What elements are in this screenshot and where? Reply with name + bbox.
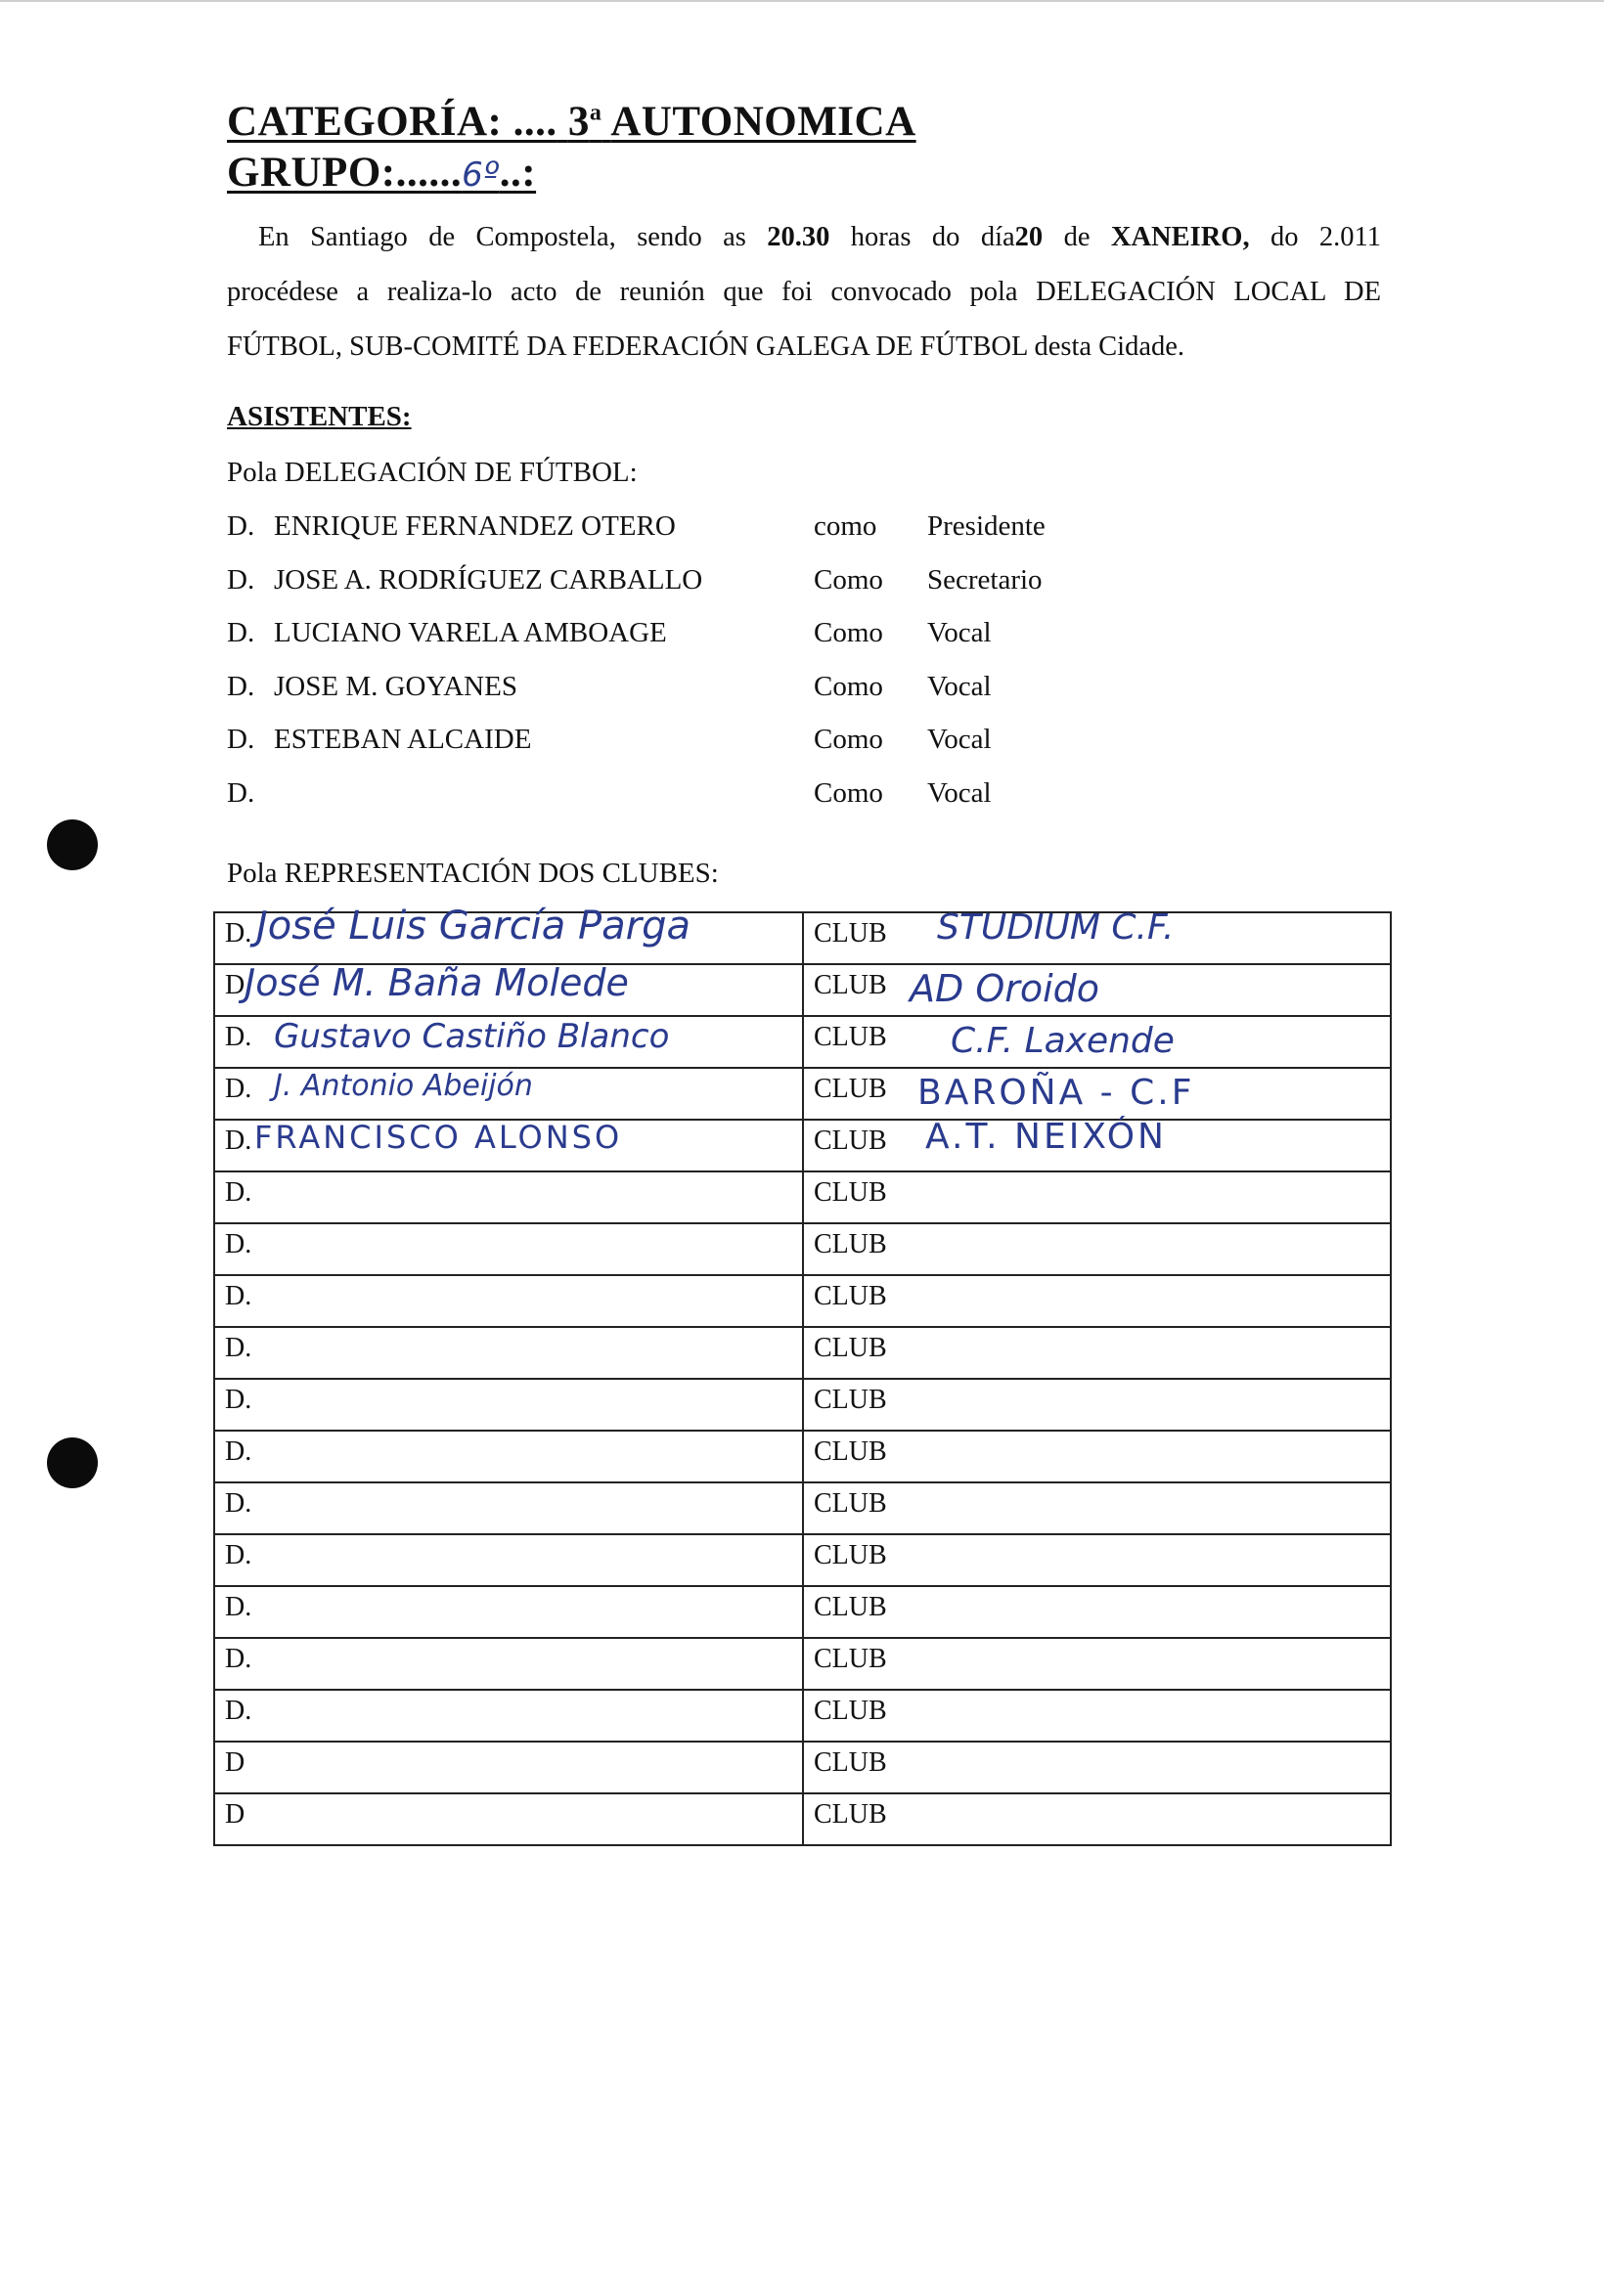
- representative-prefix: D: [225, 1747, 245, 1778]
- representative-cell: [214, 1016, 803, 1068]
- categoria-value: AUTONOMICA: [610, 99, 916, 145]
- member-prefix: D.: [227, 670, 255, 702]
- club-cell: [803, 1223, 1391, 1275]
- club-cell: [803, 1171, 1391, 1223]
- intro-paragraph: [227, 210, 1381, 375]
- representative-signature: José M. Baña Molede: [245, 961, 629, 1004]
- club-name-handwritten: BAROÑA - C.F: [917, 1073, 1195, 1113]
- representative-cell: [214, 1379, 803, 1431]
- member-como: Como: [814, 724, 883, 755]
- member-name: ESTEBAN ALCAIDE: [274, 724, 532, 755]
- club-label: CLUB: [814, 1074, 887, 1104]
- member-prefix: D.: [227, 776, 255, 809]
- representative-cell: [214, 1068, 803, 1120]
- representative-cell: [214, 961, 803, 1016]
- club-label: CLUB: [814, 1177, 887, 1208]
- club-row: [214, 1016, 1391, 1068]
- intro-line-2: procédese a realiza-lo acto de reunión que foi convocado pola DELEGACIÓN LOCAL DE: [227, 277, 1381, 307]
- clubs-attendance-table: [213, 904, 1392, 1846]
- club-row: [214, 1068, 1391, 1120]
- club-cell: [803, 1327, 1391, 1379]
- club-label: CLUB: [814, 1022, 887, 1052]
- representative-signature: Gustavo Castiño Blanco: [274, 1017, 670, 1056]
- representative-cell: [214, 1586, 803, 1638]
- club-cell: [803, 1586, 1391, 1638]
- member-como: Como: [814, 563, 883, 596]
- club-cell: [803, 1068, 1391, 1120]
- representative-prefix: D.: [225, 1592, 252, 1622]
- attendees-title: ASISTENTES:: [227, 401, 412, 432]
- representative-prefix: D.: [225, 1644, 252, 1674]
- club-row: [214, 1223, 1391, 1275]
- representative-cell: [214, 1431, 803, 1482]
- member-como: Como: [814, 776, 883, 809]
- club-label: CLUB: [814, 1540, 887, 1570]
- grupo-label-tail: ..:: [499, 150, 537, 196]
- intro-text-1: En Santiago de Compostela, sendo as: [258, 222, 746, 252]
- page-top-edge: [0, 0, 1604, 2]
- member-name: JOSE A. RODRÍGUEZ CARBALLO: [274, 563, 703, 596]
- member-role: Vocal: [927, 724, 992, 755]
- club-label: CLUB: [814, 970, 887, 1000]
- representative-cell: [214, 1793, 803, 1845]
- club-row: [214, 1120, 1391, 1171]
- intro-text-2: horas do día: [850, 222, 1015, 252]
- club-row: [214, 1638, 1391, 1690]
- club-cell: [803, 964, 1391, 1016]
- member-role: Vocal: [927, 776, 992, 809]
- representative-prefix: D.: [225, 1022, 252, 1052]
- club-cell: [803, 1534, 1391, 1586]
- representative-prefix: D: [225, 1799, 245, 1830]
- member-prefix: D.: [227, 724, 255, 755]
- member-role: Vocal: [927, 617, 992, 648]
- club-cell: [803, 1690, 1391, 1742]
- representative-cell: [214, 1482, 803, 1534]
- representative-cell: [214, 1120, 803, 1171]
- club-label: CLUB: [814, 1229, 887, 1259]
- club-label: CLUB: [814, 1488, 887, 1519]
- representative-cell: [214, 1171, 803, 1223]
- representative-prefix: D.: [225, 1385, 252, 1415]
- representative-prefix: D.: [225, 1074, 252, 1104]
- member-como: como: [814, 510, 877, 542]
- representative-prefix: D.: [225, 1540, 252, 1570]
- club-cell: [803, 1275, 1391, 1327]
- club-row: [214, 1742, 1391, 1793]
- grupo-label: GRUPO:......: [227, 150, 463, 196]
- club-cell: [803, 1431, 1391, 1482]
- club-row: [214, 912, 1391, 964]
- member-prefix: D.: [227, 617, 255, 648]
- punch-hole-upper: [47, 819, 98, 870]
- representative-prefix: D.: [225, 1177, 252, 1208]
- club-name-handwritten: STUDIUM C.F.: [937, 907, 1175, 948]
- club-name-handwritten: AD Oroido: [910, 967, 1100, 1010]
- club-label: CLUB: [814, 1592, 887, 1622]
- club-row: [214, 1482, 1391, 1534]
- club-row: [214, 1275, 1391, 1327]
- member-prefix: D.: [227, 563, 255, 596]
- club-label: CLUB: [814, 1385, 887, 1415]
- representative-prefix: D.: [225, 1488, 252, 1519]
- club-row: [214, 1327, 1391, 1379]
- representative-cell: [214, 1223, 803, 1275]
- club-label: CLUB: [814, 1799, 887, 1830]
- club-row: [214, 1586, 1391, 1638]
- representative-prefix: D.: [225, 1229, 252, 1259]
- club-row: [214, 1793, 1391, 1845]
- representative-prefix: D.: [225, 1281, 252, 1311]
- club-cell: [803, 1482, 1391, 1534]
- categoria-label: CATEGORÍA: ....: [227, 99, 557, 145]
- categoria-heading: [227, 98, 916, 146]
- member-role: Presidente: [927, 510, 1046, 542]
- meeting-month: XANEIRO,: [1110, 222, 1250, 252]
- club-label: CLUB: [814, 918, 887, 949]
- representative-prefix: D.: [225, 1333, 252, 1363]
- member-como: Como: [814, 670, 883, 702]
- representative-signature: José Luis García Parga: [256, 904, 691, 949]
- club-row: [214, 1534, 1391, 1586]
- club-label: CLUB: [814, 1747, 887, 1778]
- representative-signature: J. Antonio Abeijón: [274, 1069, 533, 1103]
- club-row: [214, 1431, 1391, 1482]
- club-cell: [803, 1742, 1391, 1793]
- intro-text-4: do 2.011: [1270, 222, 1381, 252]
- club-cell: [803, 1793, 1391, 1845]
- club-cell: [803, 1117, 1391, 1171]
- club-label: CLUB: [814, 1126, 887, 1156]
- representative-signature: FRANCISCO ALONSO: [254, 1119, 623, 1156]
- club-row: [214, 1171, 1391, 1223]
- club-cell: [803, 1379, 1391, 1431]
- representative-prefix: D.: [225, 918, 252, 949]
- club-name-handwritten: A.T. NEIXÓN: [925, 1117, 1167, 1157]
- clubs-label: Pola REPRESENTACIÓN DOS CLUBES:: [227, 858, 719, 889]
- representative-cell: [214, 1638, 803, 1690]
- representative-prefix: D.: [225, 1126, 252, 1156]
- club-cell: [803, 907, 1391, 964]
- grupo-heading: [227, 149, 536, 197]
- delegation-label: Pola DELEGACIÓN DE FÚTBOL:: [227, 457, 638, 488]
- representative-cell: [214, 904, 803, 964]
- member-prefix: D.: [227, 510, 255, 542]
- representative-cell: [214, 1690, 803, 1742]
- club-cell: [803, 1016, 1391, 1068]
- representative-cell: [214, 1742, 803, 1793]
- intro-text-3: de: [1063, 222, 1091, 252]
- club-label: CLUB: [814, 1436, 887, 1467]
- representative-prefix: D.: [225, 1436, 252, 1467]
- club-cell: [803, 1638, 1391, 1690]
- member-role: Vocal: [927, 670, 992, 702]
- club-label: CLUB: [814, 1696, 887, 1726]
- categoria-ordinal: 3: [567, 99, 590, 145]
- member-role: Secretario: [927, 563, 1043, 596]
- club-label: CLUB: [814, 1644, 887, 1674]
- grupo-value-handwritten: 6º: [462, 155, 500, 195]
- club-row: [214, 1379, 1391, 1431]
- club-row: [214, 1690, 1391, 1742]
- club-label: CLUB: [814, 1281, 887, 1311]
- representative-prefix: D.: [225, 970, 252, 1000]
- punch-hole-lower: [47, 1437, 98, 1488]
- meeting-day: 20: [1014, 222, 1044, 252]
- representative-cell: [214, 1534, 803, 1586]
- member-name: LUCIANO VARELA AMBOAGE: [274, 617, 667, 648]
- meeting-time: 20.30: [767, 222, 830, 252]
- member-como: Como: [814, 617, 883, 648]
- member-name: ENRIQUE FERNANDEZ OTERO: [274, 510, 676, 542]
- representative-cell: [214, 1327, 803, 1379]
- representative-cell: [214, 1275, 803, 1327]
- intro-line-3: FÚTBOL, SUB-COMITÉ DA FEDERACIÓN GALEGA DE FÚTBOL desta Cidade.: [227, 331, 1184, 362]
- categoria-superscript: a: [589, 100, 602, 126]
- club-label: CLUB: [814, 1333, 887, 1363]
- member-name: JOSE M. GOYANES: [274, 670, 517, 702]
- representative-prefix: D.: [225, 1696, 252, 1726]
- club-name-handwritten: C.F. Laxende: [951, 1021, 1175, 1061]
- club-row: [214, 964, 1391, 1016]
